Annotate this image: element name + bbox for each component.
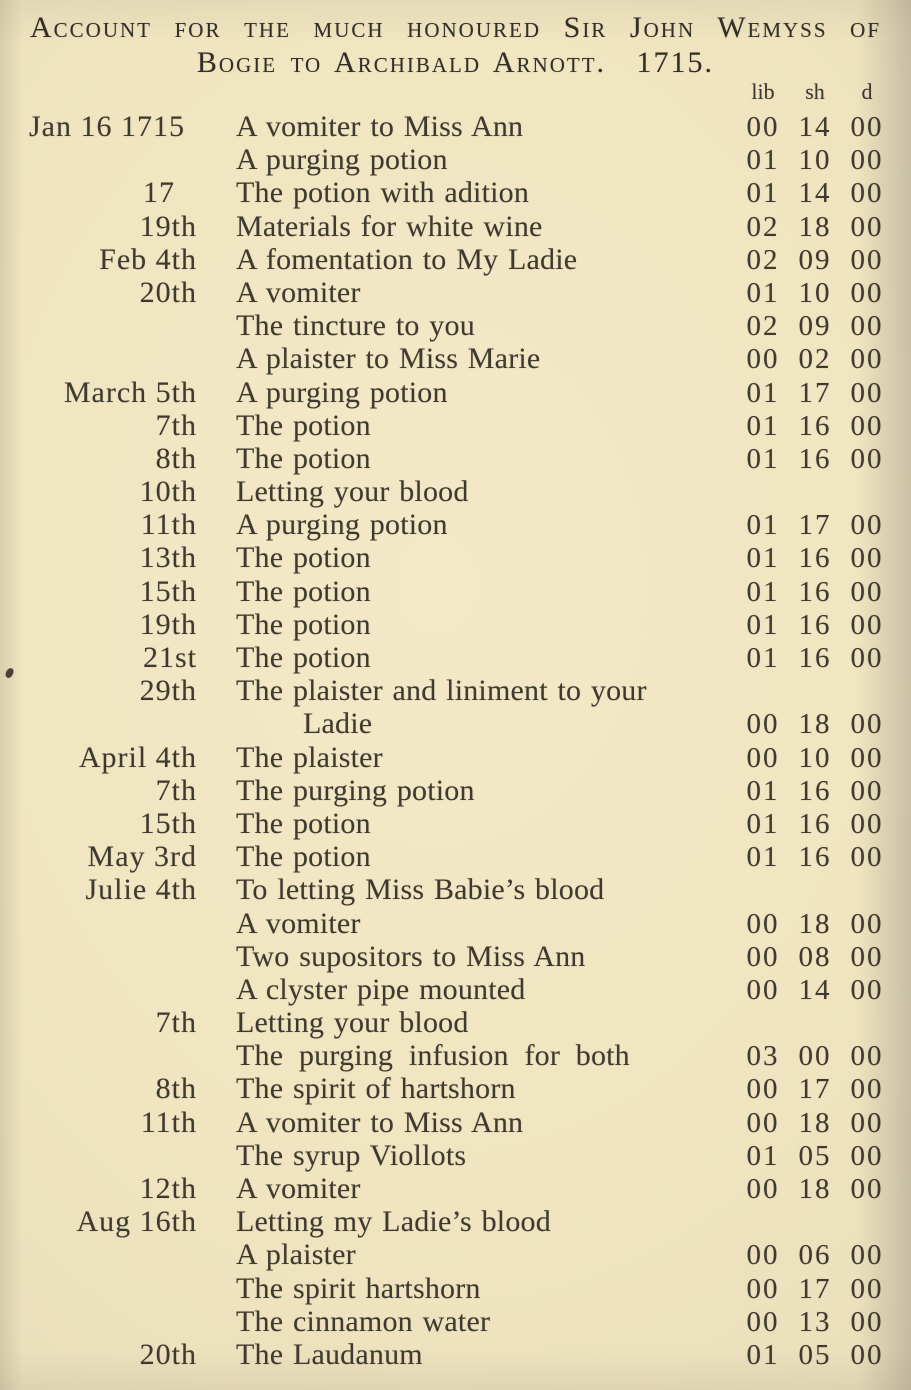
row-amount-sh: 14	[798, 177, 832, 210]
row-amount-lib: 02	[746, 210, 780, 243]
ledger-row	[0, 243, 911, 276]
row-date: Aug 16th	[76, 1205, 197, 1239]
row-date: 10th	[139, 475, 197, 509]
row-amount-lib: 01	[746, 841, 780, 874]
column-header-lib: lib	[751, 79, 775, 104]
row-description: The purging potion	[236, 773, 475, 807]
row-amount-sh: 05	[798, 1139, 832, 1172]
row-amount-lib: 01	[746, 509, 780, 542]
ledger-row	[0, 442, 911, 475]
row-amount-d: 00	[850, 343, 884, 376]
account-title-line2: Bogie to Archibald Arnott. 1715.	[196, 46, 715, 79]
row-amount-sh: 13	[798, 1305, 832, 1338]
row-description: A fomentation to My Ladie	[236, 242, 578, 276]
row-description: The spirit hartshorn	[236, 1271, 481, 1305]
row-description: A clyster pipe mounted	[236, 972, 526, 1006]
row-amount-d: 00	[850, 575, 884, 608]
ledger-row	[0, 508, 911, 541]
ledger-row	[0, 409, 911, 442]
row-description: The spirit of hartshorn	[236, 1072, 516, 1106]
row-description: The plaister	[236, 740, 383, 774]
row-date: 20th	[139, 1337, 197, 1371]
ledger-row	[0, 674, 911, 707]
row-amount-lib: 01	[746, 575, 780, 608]
row-amount-d: 00	[850, 111, 884, 143]
row-amount-d: 00	[850, 210, 884, 243]
row-description: The potion	[236, 840, 371, 874]
row-amount-lib: 01	[746, 409, 780, 442]
row-date: 20th	[139, 275, 197, 309]
row-amount-d: 00	[850, 940, 884, 973]
row-amount-d: 00	[850, 807, 884, 840]
row-amount-d: 00	[850, 907, 884, 940]
ledger-row	[0, 110, 911, 143]
row-amount-sh: 18	[798, 1173, 832, 1205]
row-amount-lib: 00	[746, 343, 780, 376]
row-amount-sh: 10	[798, 144, 832, 177]
ledger-row	[0, 1238, 911, 1271]
row-date: 17	[143, 176, 175, 210]
ledger-row	[0, 143, 911, 176]
row-amount-sh: 16	[798, 807, 832, 840]
row-date: 29th	[139, 674, 197, 708]
row-description: The potion	[236, 441, 371, 475]
ledger-row	[0, 475, 911, 508]
row-amount-d: 00	[850, 276, 884, 309]
row-description: A plaister	[236, 1238, 356, 1272]
row-amount-sh: 18	[798, 708, 832, 741]
account-title	[0, 0, 911, 80]
row-amount-sh: 16	[798, 642, 832, 674]
row-amount-sh: 14	[798, 973, 832, 1006]
ledger-row	[0, 840, 911, 873]
row-amount-lib: 00	[746, 741, 780, 774]
row-amount-lib: 01	[746, 1338, 780, 1371]
column-header-sh: sh	[805, 79, 825, 104]
row-description: The potion	[236, 408, 371, 442]
row-amount-lib: 03	[746, 1040, 780, 1073]
row-amount-lib: 00	[746, 940, 780, 973]
ledger-row	[0, 575, 911, 608]
row-amount-sh: 10	[798, 276, 832, 309]
row-date: 8th	[155, 1072, 197, 1106]
row-description: A vomiter	[236, 1172, 361, 1205]
row-amount-lib: 00	[746, 973, 780, 1006]
ledger-row	[0, 707, 911, 740]
row-amount-lib: 01	[746, 177, 780, 210]
row-amount-lib: 01	[746, 1139, 780, 1172]
currency-column-headers	[0, 80, 911, 104]
row-amount-sh: 16	[798, 841, 832, 874]
row-amount-lib: 01	[746, 442, 780, 475]
row-amount-sh: 05	[798, 1338, 832, 1371]
ledger-row	[0, 210, 911, 243]
row-description: A vomiter to Miss Ann	[236, 110, 524, 143]
ledger-row	[0, 541, 911, 574]
row-amount-sh: 10	[798, 741, 832, 774]
row-amount-sh: 09	[798, 310, 832, 343]
row-amount-lib: 00	[746, 111, 780, 143]
ledger-row	[0, 973, 911, 1006]
ledger-row	[0, 309, 911, 342]
ledger-row	[0, 1338, 911, 1371]
row-description: Letting my Ladie’s blood	[236, 1205, 551, 1239]
account-title-line1: Account for the much honoured Sir John Wemyss of	[30, 11, 881, 44]
row-amount-d: 00	[850, 1139, 884, 1172]
row-amount-d: 00	[850, 1239, 884, 1272]
row-amount-sh: 16	[798, 442, 832, 475]
row-amount-sh: 18	[798, 210, 832, 243]
row-description: The cinnamon water	[236, 1304, 491, 1338]
ledger-row	[0, 1006, 911, 1039]
row-amount-lib: 01	[746, 642, 780, 674]
row-description: Two supositors to Miss Ann	[236, 939, 586, 973]
row-date: 21st	[142, 641, 197, 674]
row-description: The Laudanum	[236, 1337, 423, 1371]
row-amount-d: 00	[850, 144, 884, 177]
ledger-row	[0, 342, 911, 375]
row-date: 19th	[139, 209, 197, 243]
row-description: The potion	[236, 806, 371, 840]
ledger-row	[0, 176, 911, 209]
row-amount-d: 00	[850, 442, 884, 475]
row-amount-d: 00	[850, 243, 884, 276]
row-description: Materials for white wine	[236, 209, 543, 243]
row-amount-lib: 02	[746, 243, 780, 276]
row-date: 11th	[140, 508, 197, 542]
row-amount-lib: 00	[746, 1073, 780, 1106]
row-amount-sh: 16	[798, 774, 832, 807]
row-amount-sh: 16	[798, 542, 832, 575]
ledger-row	[0, 807, 911, 840]
ledger-row	[0, 1139, 911, 1172]
row-amount-lib: 00	[746, 1173, 780, 1205]
row-date: 11th	[140, 1105, 197, 1139]
row-date: May 3rd	[87, 840, 197, 874]
row-date: April 4th	[78, 740, 197, 774]
row-amount-lib: 00	[746, 1272, 780, 1305]
row-amount-sh: 00	[798, 1040, 832, 1073]
ledger-row	[0, 1039, 911, 1072]
row-date: Feb 4th	[99, 242, 197, 276]
row-description: A purging potion	[236, 375, 448, 409]
row-amount-sh: 16	[798, 575, 832, 608]
row-amount-d: 00	[850, 1106, 884, 1139]
ledger-row	[0, 774, 911, 807]
row-description: The plaister and liniment to your	[236, 674, 647, 708]
row-amount-lib: 01	[746, 608, 780, 641]
row-amount-d: 00	[850, 973, 884, 1006]
row-date: 15th	[139, 574, 197, 608]
ledger-row	[0, 907, 911, 940]
ledger-row	[0, 376, 911, 409]
ledger-row	[0, 1305, 911, 1338]
row-description: The syrup Viollots	[236, 1138, 467, 1172]
row-date: March 5th	[63, 375, 197, 409]
row-amount-d: 00	[850, 409, 884, 442]
row-amount-lib: 00	[746, 708, 780, 741]
row-description: The potion	[236, 541, 371, 575]
row-amount-d: 00	[850, 1305, 884, 1338]
row-amount-sh: 17	[798, 1073, 832, 1106]
ledger-row	[0, 1205, 911, 1238]
ledger-row	[0, 1106, 911, 1139]
row-description: The purging infusion for both	[236, 1039, 630, 1073]
row-description: A vomiter	[236, 906, 361, 940]
row-description: A vomiter to Miss Ann	[236, 1105, 524, 1139]
row-date: 19th	[139, 607, 197, 641]
row-amount-d: 00	[850, 841, 884, 874]
row-amount-d: 00	[850, 1173, 884, 1205]
ledger-row	[0, 873, 911, 906]
ledger-rows	[0, 110, 911, 1371]
row-description: A vomiter	[236, 275, 361, 309]
ledger-row	[0, 641, 911, 674]
row-description: To letting Miss Babie’s blood	[236, 873, 605, 907]
row-amount-lib: 01	[746, 774, 780, 807]
row-amount-sh: 18	[798, 907, 832, 940]
row-amount-sh: 17	[798, 376, 832, 409]
ledger-row	[0, 1272, 911, 1305]
row-date: 7th	[155, 1006, 197, 1040]
row-amount-lib: 00	[746, 1106, 780, 1139]
row-amount-d: 00	[850, 1040, 884, 1073]
row-description: The potion with adition	[236, 176, 530, 210]
row-amount-sh: 16	[798, 608, 832, 641]
ledger-row	[0, 940, 911, 973]
row-amount-d: 00	[850, 1338, 884, 1371]
row-description: The potion	[236, 641, 371, 674]
row-description: Letting your blood	[236, 475, 469, 509]
row-description: The tincture to you	[236, 309, 475, 343]
row-amount-sh: 17	[798, 1272, 832, 1305]
row-description: Ladie	[303, 707, 373, 741]
row-amount-sh: 17	[798, 509, 832, 542]
row-date: 12th	[139, 1172, 197, 1205]
row-amount-sh: 08	[798, 940, 832, 973]
row-amount-sh: 18	[798, 1106, 832, 1139]
row-amount-d: 00	[850, 708, 884, 741]
row-amount-d: 00	[850, 608, 884, 641]
row-description: A purging potion	[236, 508, 448, 542]
ledger-row	[0, 276, 911, 309]
row-date: 7th	[155, 773, 197, 807]
row-amount-sh: 02	[798, 343, 832, 376]
row-amount-lib: 00	[746, 907, 780, 940]
row-amount-lib: 01	[746, 376, 780, 409]
row-amount-sh: 09	[798, 243, 832, 276]
row-amount-d: 00	[850, 1272, 884, 1305]
row-amount-lib: 01	[746, 542, 780, 575]
row-amount-d: 00	[850, 177, 884, 210]
row-amount-lib: 00	[746, 1305, 780, 1338]
row-date: 13th	[139, 541, 197, 575]
row-description: Letting your blood	[236, 1006, 469, 1040]
row-date: Julie 4th	[85, 873, 197, 907]
row-date: 7th	[155, 408, 197, 442]
row-description: The potion	[236, 574, 371, 608]
row-date: Jan 16 1715	[29, 110, 185, 143]
row-amount-lib: 00	[746, 1239, 780, 1272]
row-amount-d: 00	[850, 774, 884, 807]
row-amount-lib: 02	[746, 310, 780, 343]
row-date: 8th	[155, 441, 197, 475]
ledger-row	[0, 608, 911, 641]
row-description: A plaister to Miss Marie	[236, 342, 541, 376]
ledger-row	[0, 1172, 911, 1205]
ledger-row	[0, 741, 911, 774]
row-amount-sh: 14	[798, 111, 832, 143]
row-amount-d: 00	[850, 509, 884, 542]
row-date: 15th	[139, 806, 197, 840]
row-amount-lib: 01	[746, 144, 780, 177]
row-description: The potion	[236, 607, 371, 641]
ledger-row	[0, 1072, 911, 1105]
row-amount-d: 00	[850, 1073, 884, 1106]
row-amount-sh: 16	[798, 409, 832, 442]
row-amount-lib: 01	[746, 276, 780, 309]
row-amount-d: 00	[850, 642, 884, 674]
row-amount-lib: 01	[746, 807, 780, 840]
row-description: A purging potion	[236, 143, 448, 177]
row-amount-d: 00	[850, 310, 884, 343]
row-amount-d: 00	[850, 741, 884, 774]
column-header-d: d	[861, 79, 873, 104]
row-amount-sh: 06	[798, 1239, 832, 1272]
row-amount-d: 00	[850, 542, 884, 575]
row-amount-d: 00	[850, 376, 884, 409]
